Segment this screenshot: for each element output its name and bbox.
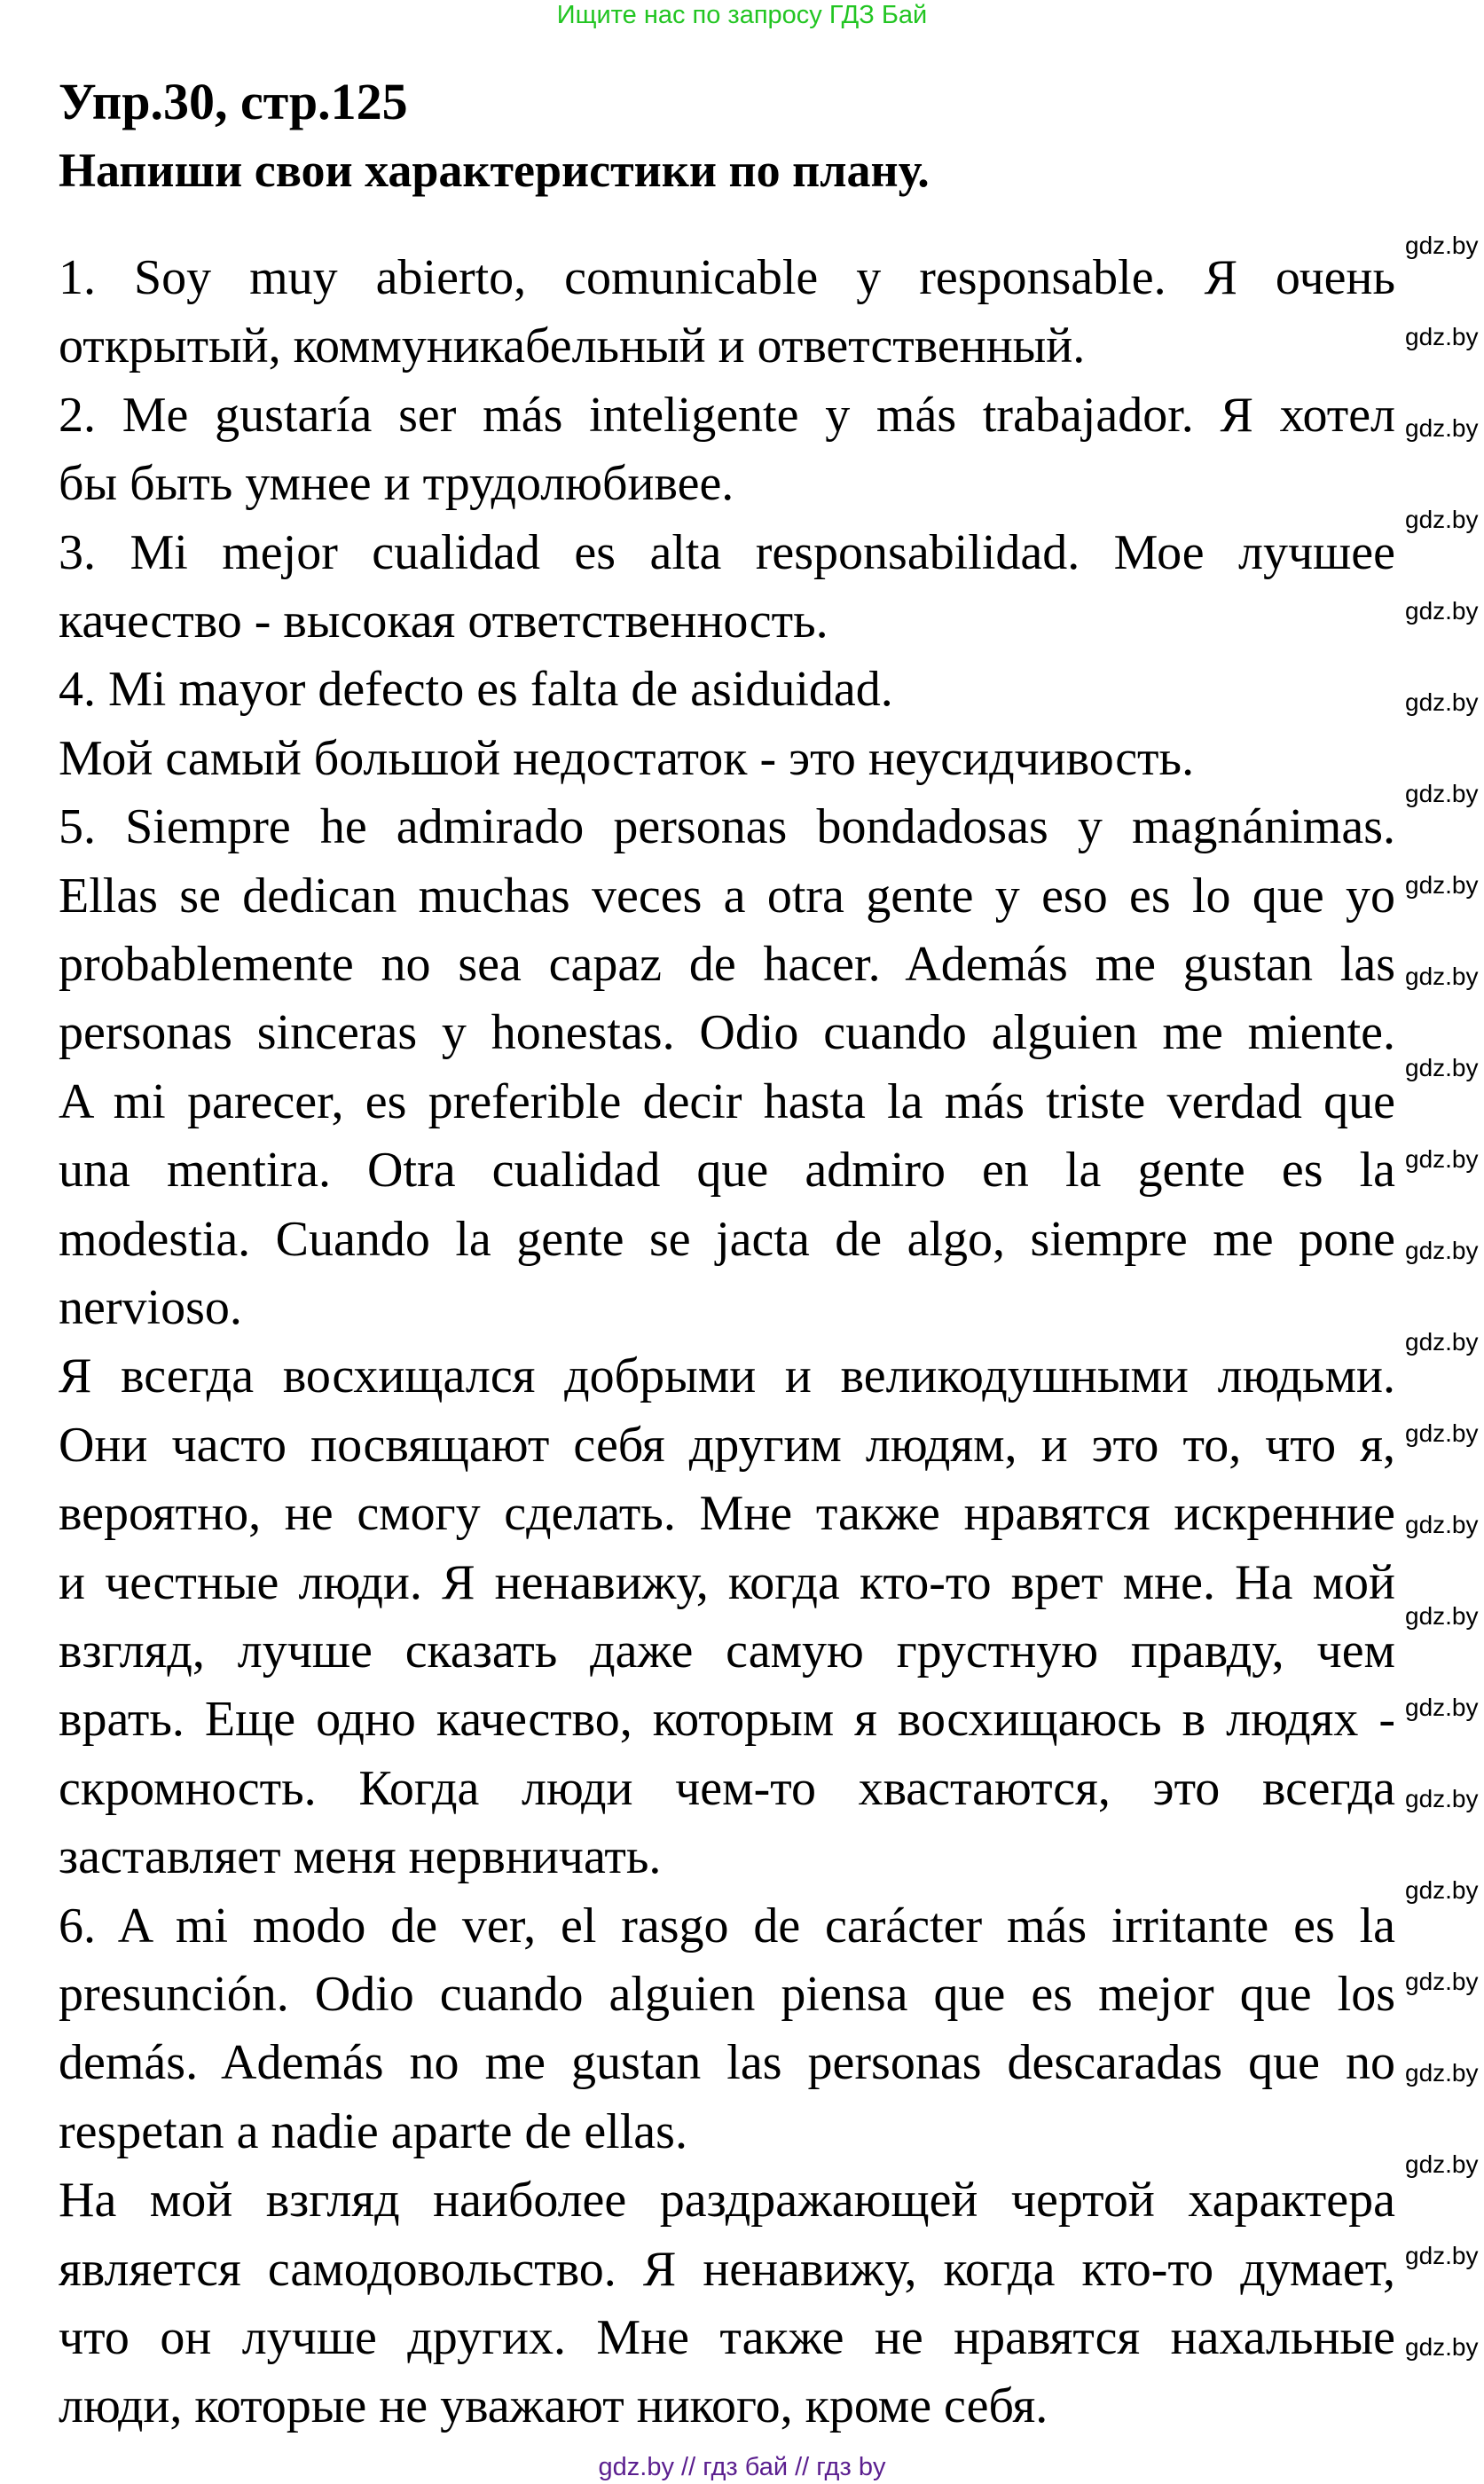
text-line: и честные люди. Я ненавижу, когда кто-то врет мне. На мой	[59, 1554, 1395, 1610]
watermark: gdz.by	[1405, 506, 1479, 533]
watermark: gdz.by	[1405, 323, 1479, 350]
watermark: gdz.by	[1405, 1785, 1479, 1812]
text-line: modestia. Cuando la gente se jacta de algo, siempre me pone	[59, 1211, 1395, 1267]
watermark: gdz.by	[1405, 1328, 1479, 1356]
watermark: gdz.by	[1405, 1968, 1479, 1995]
text-line: является самодовольство. Я ненавижу, когда кто-то думает,	[59, 2241, 1395, 2297]
text-line: demás. Además no me gustan las personas descaradas que no	[59, 2035, 1395, 2091]
watermark: gdz.by	[1405, 1237, 1479, 1264]
top-banner-link[interactable]: Ищите нас по запросу ГДЗ Бай	[556, 1, 928, 29]
text-line: 3. Mi mejor cualidad es alta responsabilidad. Мое лучшее	[59, 524, 1395, 580]
text-line: открытый, коммуникабельный и ответственный.	[59, 318, 1086, 374]
text-line: скромность. Когда люди чем-то хвастаются, это всегда	[59, 1760, 1395, 1816]
text-line: врать. Еще одно качество, которым я восхищаюсь в людях -	[59, 1692, 1395, 1748]
text-line: nervioso.	[59, 1280, 242, 1335]
watermark: gdz.by	[1405, 414, 1479, 442]
text-line: personas sinceras y honestas. Odio cuando alguien me miente.	[59, 1005, 1395, 1061]
text-line: 5. Siempre he admirado personas bondadosas y magnánimas.	[59, 799, 1395, 855]
watermark: gdz.by	[1405, 1145, 1479, 1173]
text-line: взгляд, лучше сказать даже самую грустную правду, чем	[59, 1623, 1395, 1678]
watermark: gdz.by	[1405, 2059, 1479, 2087]
watermark: gdz.by	[1405, 1511, 1479, 1538]
text-line: люди, которые не уважают никого, кроме себя.	[59, 2378, 1048, 2434]
text-line: Они часто посвящают себя другим людям, и это то, что я,	[59, 1417, 1395, 1473]
watermark: gdz.by	[1405, 2150, 1479, 2178]
watermark: gdz.by	[1405, 1602, 1479, 1630]
task-subtitle: Напиши свои характеристики по плану.	[59, 144, 930, 197]
watermark: gdz.by	[1405, 1694, 1479, 1721]
text-line: 1. Soy muy abierto, comunicable y responsable. Я очень	[59, 250, 1395, 305]
text-line: Я всегда восхищался добрыми и великодушными людьми.	[59, 1348, 1395, 1404]
watermark: gdz.by	[1405, 597, 1479, 625]
text-line: качество - высокая ответственность.	[59, 593, 828, 649]
text-line: Ellas se dedican muchas veces a otra gente y eso es lo que yo	[59, 868, 1395, 924]
text-line: что он лучше других. Мне также не нравятся нахальные	[59, 2310, 1395, 2365]
watermark: gdz.by	[1405, 232, 1479, 259]
watermark: gdz.by	[1405, 1876, 1479, 1904]
text-line: заставляет меня нервничать.	[59, 1829, 662, 1885]
watermark: gdz.by	[1405, 2242, 1479, 2269]
footer-links[interactable]: gdz.by // гдз бай // гдз by	[598, 2453, 886, 2481]
text-line: una mentira. Otra cualidad que admiro en la gente es la	[59, 1143, 1395, 1199]
text-line: бы быть умнее и трудолюбивее.	[59, 456, 734, 512]
text-line: 2. Me gustaría ser más inteligente y más trabajador. Я хотел	[59, 387, 1395, 443]
text-line: На мой взгляд наиболее раздражающей чертой характера	[59, 2173, 1395, 2229]
watermark: gdz.by	[1405, 1419, 1479, 1447]
text-line: probablemente no sea capaz de hacer. Además me gustan las	[59, 937, 1395, 992]
watermark: gdz.by	[1405, 963, 1479, 990]
text-line: Мой самый большой недостаток - это неусидчивость.	[59, 730, 1195, 786]
watermark: gdz.by	[1405, 1054, 1479, 1081]
watermark: gdz.by	[1405, 2333, 1479, 2361]
page-title: Упр.30, стр.125	[59, 73, 408, 130]
watermark: gdz.by	[1405, 688, 1479, 716]
text-line: 4. Mi mayor defecto es falta de asiduidad.	[59, 662, 893, 718]
text-line: вероятно, не смогу сделать. Мне также нравятся искренние	[59, 1486, 1395, 1542]
watermark: gdz.by	[1405, 871, 1479, 899]
text-line: respetan a nadie aparte de ellas.	[59, 2103, 687, 2159]
text-line: A mi parecer, es preferible decir hasta la más triste verdad que	[59, 1073, 1395, 1129]
text-line: presunción. Odio cuando alguien piensa que es mejor que los	[59, 1967, 1395, 2022]
watermark: gdz.by	[1405, 780, 1479, 807]
text-line: 6. A mi modo de ver, el rasgo de carácter más irritante es la	[59, 1898, 1395, 1953]
